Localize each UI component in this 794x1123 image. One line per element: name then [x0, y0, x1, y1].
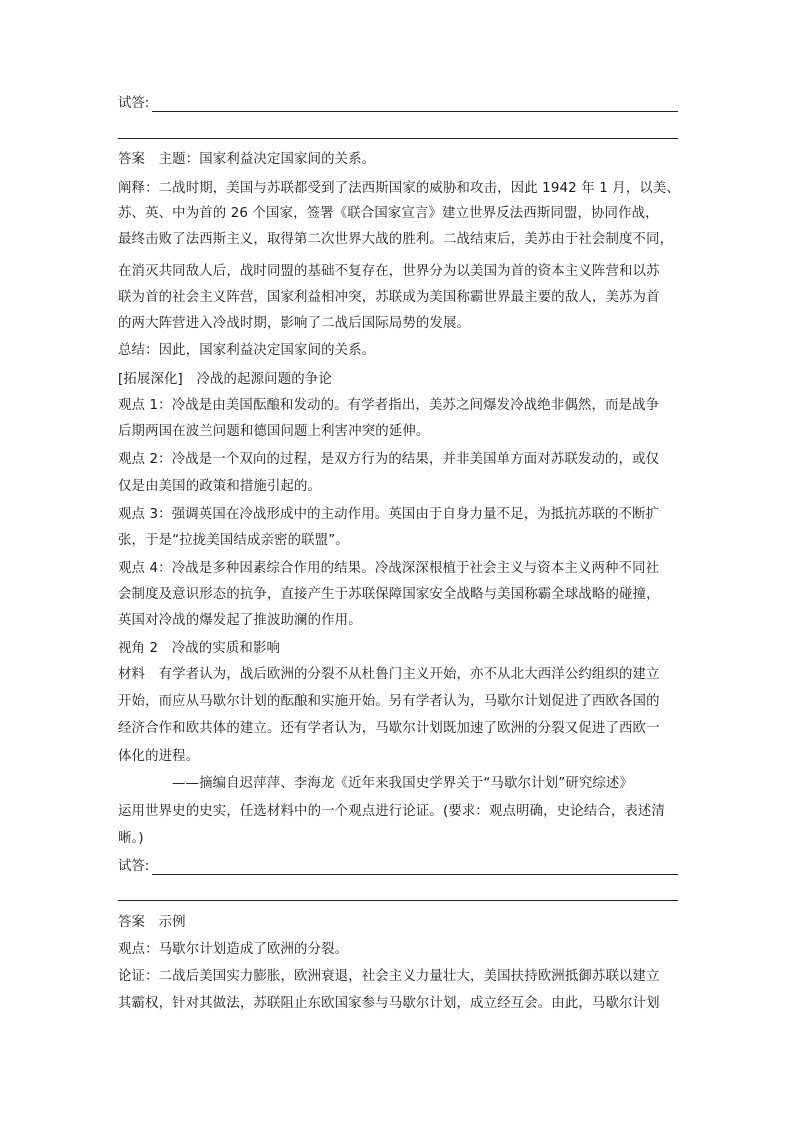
task-line: 运用世界史的史实，任选材料中的一个观点进行论证。(要求：观点明确，史论结合，表述清 — [118, 804, 665, 819]
viewpoint-line: 观点 2：冷战是一个双向的过程，是双方行为的结果，并非美国单方面对苏联发动的，或仅 — [118, 452, 660, 467]
material-line: 经济合作和欧共体的建立。还有学者认为，马歇尔计划既加速了欧洲的分裂又促进了西欧一 — [118, 721, 660, 736]
answer-line-2[interactable] — [118, 858, 678, 875]
argument-line: 其霸权，针对其做法，苏联阻止东欧国家参与马歇尔计划，成立经互会。由此，马歇尔计划 — [118, 996, 660, 1011]
explanation-line: 苏、英、中为首的 26 个国家，签署《联合国家宣言》建立世界反法西斯同盟，协同作战， — [118, 206, 659, 221]
viewpoint-line: 观点 3：强调英国在冷战形成中的主动作用。英国由于自身力量不足，为抵抗苏联的不断扩 — [118, 507, 660, 522]
material-line: 体化的进程。 — [118, 749, 200, 764]
argument-line: 论证：二战后美国实力膨胀，欧洲衰退，社会主义力量壮大，美国扶持欧洲抵御苏联以建立 — [118, 969, 660, 984]
answer-label: 试答: — [118, 859, 150, 874]
answer-line-1[interactable] — [118, 95, 678, 112]
explanation-line: 在消灭共同敌人后，战时同盟的基础不复存在，世界分为以美国为首的资本主义阵营和以苏 — [118, 264, 660, 279]
task-line: 晰。) — [118, 831, 144, 846]
summary-line: 总结：因此，国家利益决定国家间的关系。 — [118, 343, 376, 358]
explanation-line: 阐释：二战时期，美国与苏联都受到了法西斯国家的威胁和攻击，因此 1942 年 1 月，以美、 — [118, 181, 680, 196]
answer-blank-line — [118, 900, 678, 901]
explanation-line: 的两大阵营进入冷战时期，影响了二战后国际局势的发展。 — [118, 316, 471, 331]
material-line: 开始，而应从马歇尔计划的酝酿和实施开始。另有学者认为，马歇尔计划促进了西欧各国的 — [118, 694, 660, 709]
extend-heading: [拓展深化] 冷战的起源问题的争论 — [118, 372, 332, 387]
explanation-line: 最终击败了法西斯主义，取得第二次世界大战的胜利。二战结束后，美苏由于社会制度不同， — [118, 232, 674, 247]
viewpoint-line: 观点 1：冷战是由美国酝酿和发动的。有学者指出，美苏之间爆发冷战绝非偶然，而是战争 — [118, 398, 660, 413]
viewpoint-line: 后期两国在波兰问题和德国问题上利害冲突的延伸。 — [118, 424, 430, 439]
viewpoint-line: 会制度及意识形态的抗争，直接产生于苏联保障国家安全战略与美国称霸全球战略的碰撞， — [118, 587, 660, 602]
viewpoint-line: 张，于是“拉拢美国结成亲密的联盟”。 — [118, 533, 349, 548]
angle-heading: 视角 2 冷战的实质和影响 — [118, 641, 281, 656]
answer-underline — [152, 111, 678, 112]
viewpoint-statement: 观点：马歇尔计划造成了欧洲的分裂。 — [118, 942, 349, 957]
viewpoint-line: 观点 4：冷战是多种因素综合作用的结果。冷战深深根植于社会主义与资本主义两种不同社 — [118, 561, 660, 576]
answer-label: 试答: — [118, 96, 150, 111]
answer-heading: 答案 示例 — [118, 915, 186, 930]
explanation-line: 联为首的社会主义阵营，国家利益相冲突，苏联成为美国称霸世界最主要的敌人，美苏为首 — [118, 290, 660, 305]
viewpoint-line: 仅是由美国的政策和措施引起的。 — [118, 479, 322, 494]
material-source: ——摘编自迟萍萍、李海龙《近年来我国史学界关于“马歇尔计划”研究综述》 — [172, 776, 634, 791]
answer-blank-line — [118, 138, 678, 139]
material-line: 材料 有学者认为，战后欧洲的分裂不从杜鲁门主义开始，亦不从北大西洋公约组织的建立 — [118, 667, 660, 682]
answer-heading: 答案 主题：国家利益决定国家间的关系。 — [118, 152, 376, 167]
answer-underline — [152, 874, 678, 875]
viewpoint-line: 英国对冷战的爆发起了推波助澜的作用。 — [118, 613, 362, 628]
